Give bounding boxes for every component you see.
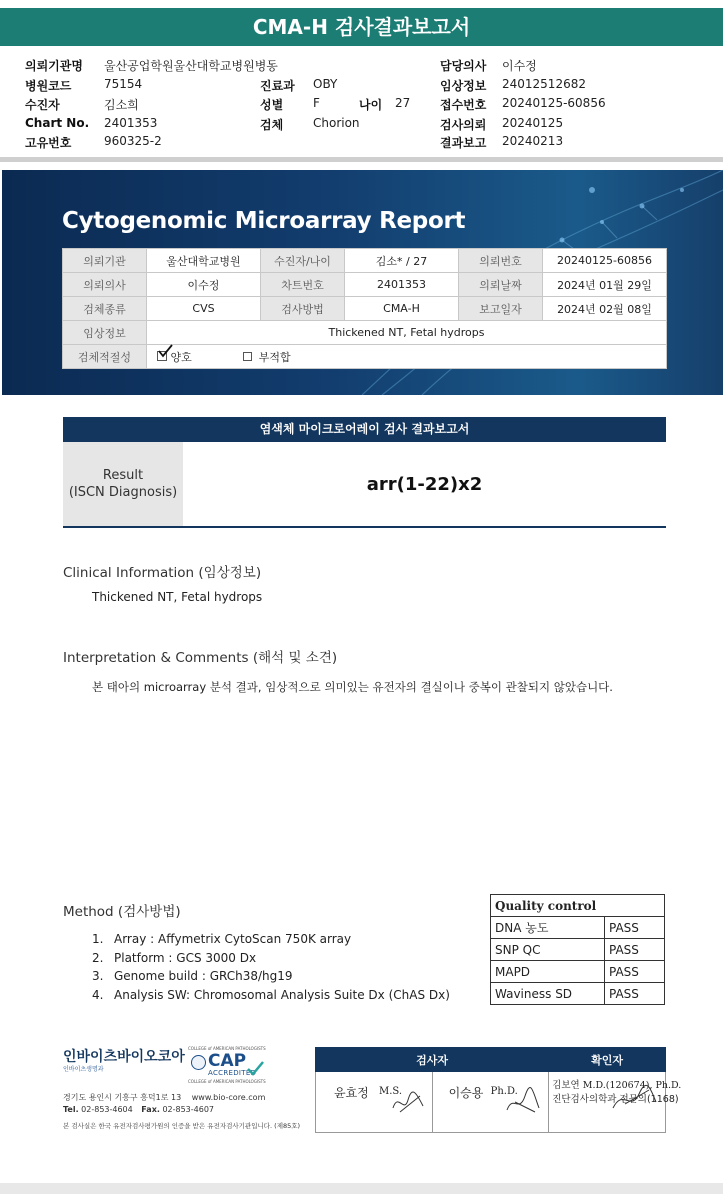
cell-label: 수진자/나이	[261, 249, 345, 273]
confirmer-line2: 진단검사의학과 전문의(1168)	[552, 1094, 679, 1105]
list-item	[92, 986, 450, 1005]
cell-label: 임상정보	[63, 321, 147, 345]
tester2-cell	[432, 1072, 549, 1133]
qc-item: Waviness SD	[491, 983, 605, 1005]
qc-result: PASS	[605, 917, 665, 939]
list-item	[92, 930, 450, 949]
table-row	[63, 273, 667, 297]
header-label: 의뢰기관명	[25, 59, 83, 73]
list-number: 3.	[92, 969, 104, 983]
table-row	[491, 983, 665, 1005]
tester1-signature-icon	[390, 1088, 426, 1118]
cell-value: 김소* / 27	[345, 249, 459, 273]
banner-title: Cytogenomic Microarray Report	[62, 208, 466, 234]
cell-label: 검사방법	[261, 297, 345, 321]
header-value: F	[313, 96, 320, 110]
bottom-strip	[0, 1183, 723, 1194]
list-text: Genome build : GRCh38/hg19	[114, 969, 293, 983]
cell-value: 이수정	[147, 273, 261, 297]
cap-top-text: COLLEGE of AMERICAN PATHOLOGISTS	[188, 1046, 266, 1051]
cell-label: 의뢰의사	[63, 273, 147, 297]
qc-item: DNA 농도	[491, 917, 605, 939]
qc-result: PASS	[605, 939, 665, 961]
cell-label: 의뢰번호	[459, 249, 543, 273]
table-row	[63, 321, 667, 345]
cap-accredited-text: ACCREDITED	[208, 1069, 257, 1077]
company-website: www.bio-core.com	[191, 1093, 266, 1102]
qc-result: PASS	[605, 961, 665, 983]
result-label	[63, 442, 183, 526]
company-address: 경기도 용인시 기흥구 흥덕1로 13	[63, 1093, 182, 1102]
header-value: Chorion	[313, 116, 360, 130]
header-label: 담당의사	[440, 59, 487, 73]
list-number: 1.	[92, 932, 104, 946]
qc-item: SNP QC	[491, 939, 605, 961]
header-label: 성별	[260, 98, 284, 112]
clinical-info-text: Thickened NT, Fetal hydrops	[92, 590, 263, 604]
table-row	[63, 345, 667, 369]
tester2-signature-icon	[503, 1086, 543, 1118]
company-sub-text: 인바이츠생명과	[63, 1066, 104, 1073]
table-row	[491, 961, 665, 983]
header-label: 접수번호	[440, 98, 487, 112]
checkmark-icon	[157, 343, 173, 359]
fax-number: 02-853-4607	[162, 1105, 215, 1114]
confirmer-signature-icon	[609, 1082, 659, 1116]
cell-label: 의뢰날짜	[459, 273, 543, 297]
interpretation-heading: Interpretation & Comments (해석 및 소견)	[63, 650, 338, 666]
cap-bottom-text: COLLEGE of AMERICAN PATHOLOGISTS	[188, 1079, 266, 1084]
result-label-line1: Result	[102, 468, 144, 483]
header-value: 75154	[104, 77, 143, 91]
method-heading: Method (검사방법)	[63, 904, 181, 920]
cell-value: CVS	[147, 297, 261, 321]
tester2-name: 이승용	[448, 1086, 484, 1100]
header-value: 이수정	[502, 59, 537, 73]
table-row	[491, 895, 665, 917]
table-row	[491, 917, 665, 939]
fax-label: Fax.	[141, 1105, 160, 1114]
table-row	[316, 1048, 666, 1072]
header-label: 검체	[260, 118, 284, 132]
header-label: 병원코드	[25, 79, 72, 93]
iscn-diagnosis: arr(1-22)x2	[366, 473, 483, 495]
method-list	[92, 930, 450, 1004]
qc-item: MAPD	[491, 961, 605, 983]
checkbox-checked-icon	[157, 351, 167, 361]
header-value: 2401353	[104, 116, 158, 130]
header-value: 27	[395, 96, 411, 110]
header-value: 20240125	[502, 116, 564, 130]
check-icon	[246, 1060, 264, 1078]
signature-table	[315, 1047, 682, 1133]
cell-value: 2024년 02월 08일	[543, 297, 667, 321]
list-number: 4.	[92, 987, 104, 1002]
qc-result: PASS	[605, 983, 665, 1005]
company-address-line	[63, 1092, 265, 1103]
header-label: Chart No.	[25, 116, 90, 130]
header-label: 검사의뢰	[440, 118, 487, 132]
cell-label: 보고일자	[459, 297, 543, 321]
tel-number: 02-853-4604	[81, 1105, 133, 1114]
tester2-degree: Ph.D.	[490, 1086, 518, 1097]
list-text: Array : Affymetrix CytoScan 750K array	[114, 932, 352, 946]
header-value: OBY	[313, 77, 338, 91]
cell-value: 20240125-60856	[543, 249, 667, 273]
table-row	[316, 1072, 666, 1133]
confirmer-line1: 김보연 M.D.(120674), Ph.D.	[552, 1080, 682, 1091]
confirmer-header: 확인자	[549, 1048, 666, 1072]
cell-value: 2024년 01월 29일	[543, 273, 667, 297]
certification-notice: 본 검사실은 한국 유전자검사평가원의 인증을 받은 유전자검사기관입니다. (제85호)	[63, 1122, 301, 1130]
cell-label: 검체종류	[63, 297, 147, 321]
cell-value: 2401353	[345, 273, 459, 297]
quality-control-table	[490, 894, 665, 1005]
table-row	[491, 939, 665, 961]
adequacy-option-good: 양호	[170, 350, 192, 364]
result-label-line2: (ISCN Diagnosis)	[68, 485, 178, 500]
tester-header: 검사자	[316, 1048, 549, 1072]
cap-accredited-logo	[188, 1046, 268, 1086]
tester1-cell	[316, 1072, 433, 1133]
header-label: 진료과	[260, 79, 295, 93]
tester1-name: 윤효정	[334, 1086, 369, 1100]
report-title: CMA-H 검사결과보고서	[0, 8, 723, 46]
company-logo-text: 인바이츠바이오코아	[63, 1049, 185, 1065]
header-value: 20240213	[502, 134, 564, 148]
report-banner	[2, 170, 723, 395]
cell-value: Thickened NT, Fetal hydrops	[147, 321, 667, 345]
table-row	[63, 297, 667, 321]
header-label: 임상정보	[440, 79, 487, 93]
header-value: 960325-2	[104, 134, 162, 148]
result-section-title: 염색체 마이크로어레이 검사 결과보고서	[63, 417, 666, 442]
list-text: Platform : GCS 3000 Dx	[114, 950, 257, 965]
patient-info-table	[62, 248, 667, 369]
tel-label: Tel.	[63, 1105, 79, 1114]
header-label: 고유번호	[25, 136, 72, 150]
list-text: Analysis SW: Chromosomal Analysis Suite Dx (ChAS Dx)	[114, 987, 450, 1002]
header-label: 결과보고	[440, 136, 487, 150]
header-value: 김소희	[104, 98, 139, 112]
table-row	[63, 249, 667, 273]
header-value: 울산공업학원울산대학교병원병동	[104, 59, 278, 73]
list-number: 2.	[92, 950, 104, 965]
header-value: 20240125-60856	[502, 96, 606, 110]
clinical-info-heading: Clinical Information (임상정보)	[63, 565, 262, 581]
checkbox-unchecked-icon	[243, 352, 252, 361]
header-label: 수진자	[25, 98, 60, 112]
list-item	[92, 949, 450, 968]
adequacy-option-bad: 부적합	[258, 350, 291, 364]
cell-label: 차트번호	[261, 273, 345, 297]
header-value: 24012512682	[502, 77, 586, 91]
qc-title: Quality control	[491, 895, 665, 917]
list-item	[92, 967, 450, 986]
interpretation-text: 본 태아의 microarray 분석 결과, 임상적으로 의미있는 유전자의 결실이나 중복이 관찰되지 않았습니다.	[92, 680, 613, 694]
confirmer-cell	[549, 1072, 682, 1133]
cell-label: 의뢰기관	[63, 249, 147, 273]
cap-seal-icon	[191, 1055, 206, 1070]
cell-label: 검체적절성	[63, 345, 147, 369]
cell-value: 울산대학교병원	[147, 249, 261, 273]
specimen-adequacy-cell	[147, 345, 667, 369]
cell-value: CMA-H	[345, 297, 459, 321]
header-label: 나이	[359, 98, 383, 112]
header-divider	[0, 157, 723, 162]
cap-text: CAP	[208, 1051, 247, 1071]
tester1-degree: M.S.	[379, 1086, 403, 1097]
company-contact-line	[63, 1105, 214, 1114]
result-box	[63, 442, 666, 528]
